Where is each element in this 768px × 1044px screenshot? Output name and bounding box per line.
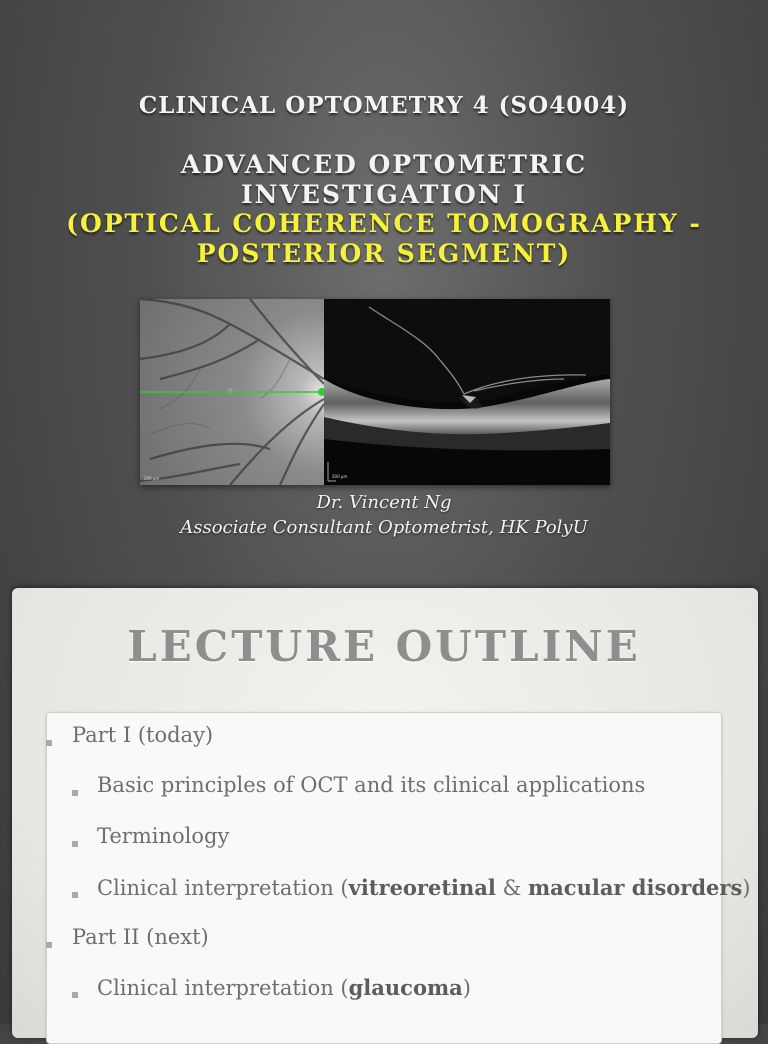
bullet-icon xyxy=(46,942,52,948)
outline-title: LECTURE OUTLINE xyxy=(127,622,641,671)
fundus-scalebar: 200 µm xyxy=(144,476,160,481)
outline-item-part1: Part I (today) xyxy=(72,723,214,747)
bullet-icon xyxy=(72,892,78,898)
oct-bscan-image xyxy=(324,299,610,485)
subtitle-line-1: (OPTICAL COHERENCE TOMOGRAPHY - xyxy=(66,209,702,238)
outline-item-clinical-glaucoma: Clinical interpretation (glaucoma) xyxy=(97,975,471,1000)
title-line-2: INVESTIGATION I xyxy=(240,180,528,209)
scan-scalebar: 200 µm xyxy=(332,474,348,479)
course-title: CLINICAL OPTOMETRY 4 (SO4004) xyxy=(138,92,630,119)
author-name: Dr. Vincent Ng xyxy=(316,492,452,513)
bullet-icon xyxy=(72,992,78,998)
outline-item-terminology: Terminology xyxy=(97,824,230,848)
outline-item-clinical-vitreoretinal: Clinical interpretation (vitreoretinal & macular disorders) xyxy=(97,875,751,900)
subtitle-line-2: POSTERIOR SEGMENT) xyxy=(196,239,572,268)
bullet-icon xyxy=(72,841,78,847)
outline-item-part2: Part II (next) xyxy=(72,925,209,949)
bullet-icon xyxy=(46,740,52,746)
fundus-image xyxy=(140,299,324,485)
oct-figure xyxy=(140,299,610,485)
bullet-icon xyxy=(72,790,78,796)
author-title: Associate Consultant Optometrist, HK PolyU xyxy=(180,517,588,538)
title-line-1: ADVANCED OPTOMETRIC xyxy=(180,150,588,179)
outline-item-basic-principles: Basic principles of OCT and its clinical applications xyxy=(97,773,646,797)
